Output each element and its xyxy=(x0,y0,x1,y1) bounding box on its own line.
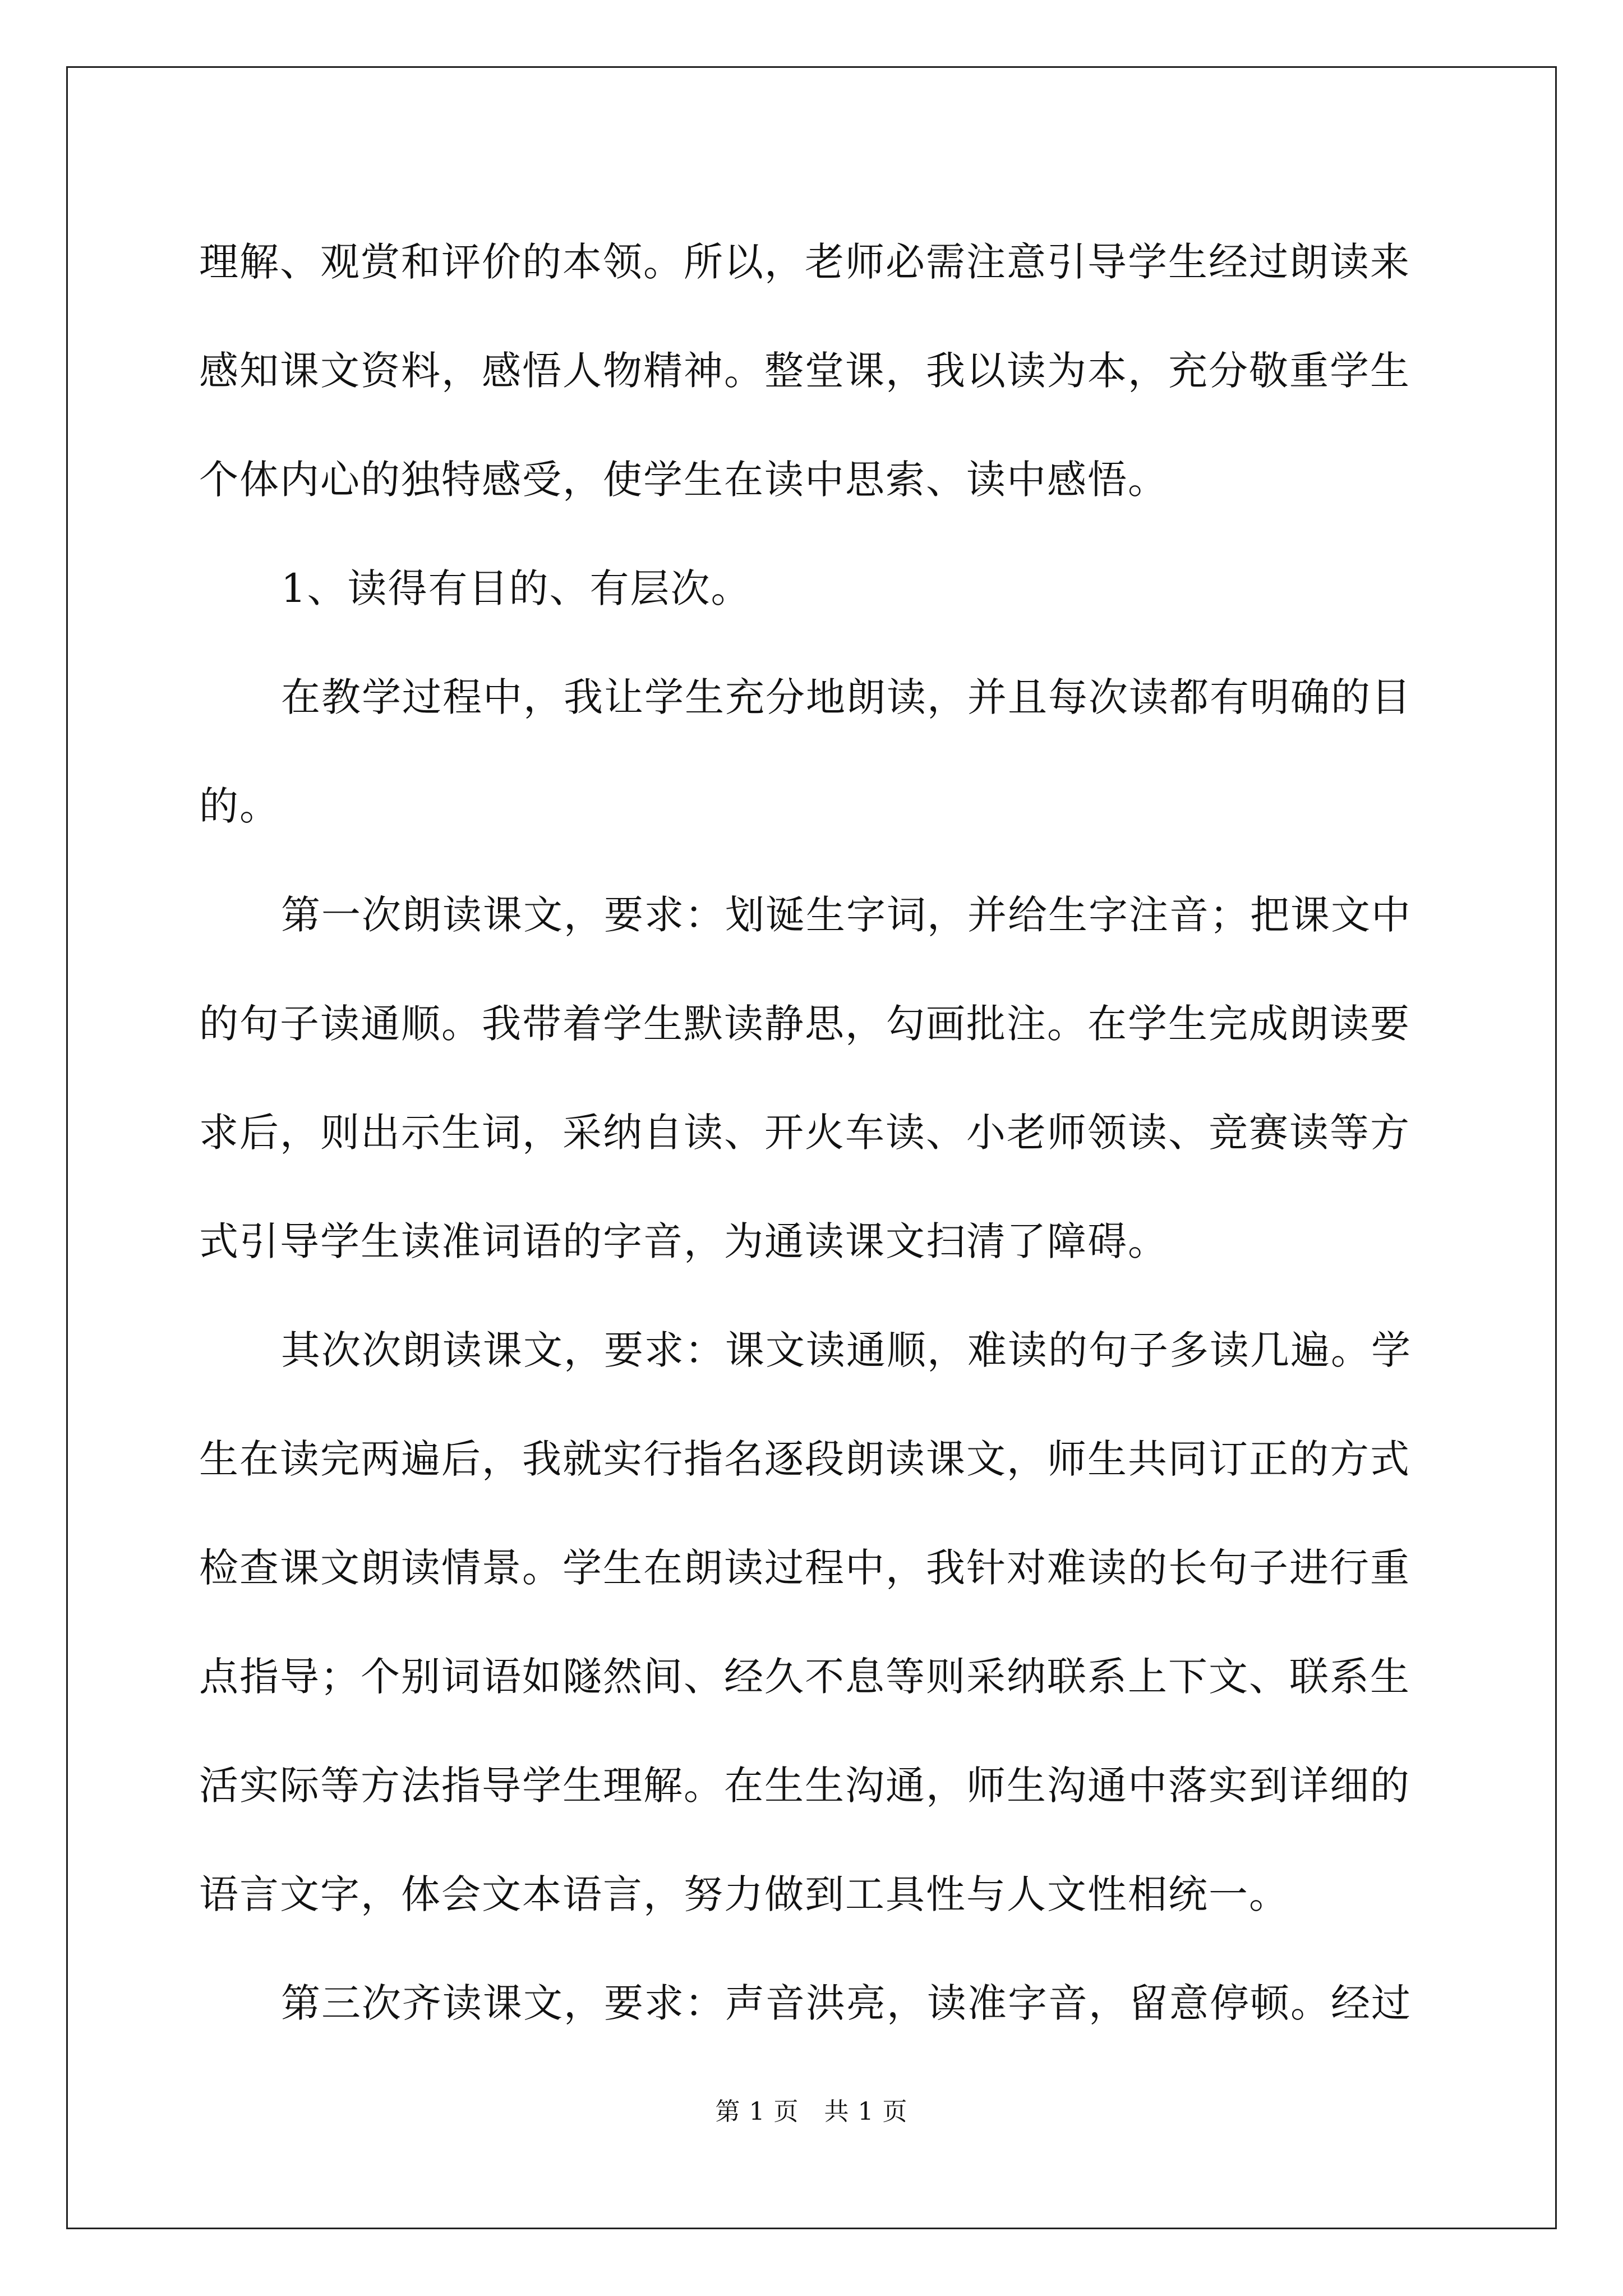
text-line: 活实际等方法指导学生理解。在生生沟通，师生沟通中落实到详细的 xyxy=(199,1763,1410,1809)
text-line: 理解、观赏和评价的本领。所以，老师必需注意引导学生经过朗读来 xyxy=(199,239,1410,285)
text-line: 生在读完两遍后，我就实行指名逐段朗读课文，师生共同订正的方式 xyxy=(199,1436,1410,1482)
text-line: 在教学过程中，我让学生充分地朗读，并且每次读都有明确的目 xyxy=(281,674,1412,720)
text-line: 求后，则出示生词，采纳自读、开火车读、小老师领读、竞赛读等方 xyxy=(199,1110,1410,1156)
text-line: 个体内心的独特感受，使学生在读中思索、读中感悟。 xyxy=(199,457,1168,503)
text-line: 语言文字，体会文本语言，努力做到工具性与人文性相统一。 xyxy=(199,1871,1289,1917)
document-body xyxy=(199,208,1427,2058)
page-number-footer: 第 1 页 共 1 页 xyxy=(715,2097,908,2126)
text-line: 感知课文资料，感悟人物精神。整堂课，我以读为本，充分敬重学生 xyxy=(199,348,1410,394)
text-line: 式引导学生读准词语的字音，为通读课文扫清了障碍。 xyxy=(199,1218,1168,1264)
text-line: 点指导；个别词语如隧然间、经久不息等则采纳联系上下文、联系生 xyxy=(199,1654,1410,1700)
text-line: 其次次朗读课文，要求：课文读通顺，难读的句子多读几遍。学 xyxy=(281,1327,1412,1373)
text-line: 的句子读通顺。我带着学生默读静思，勾画批注。在学生完成朗读要 xyxy=(199,1001,1410,1047)
text-line: 的。 xyxy=(199,783,280,829)
text-line: 第一次朗读课文，要求：划诞生字词，并给生字注音；把课文中 xyxy=(281,892,1412,938)
text-line: 第三次齐读课文，要求：声音洪亮，读准字音，留意停顿。经过 xyxy=(281,1980,1412,2026)
text-line: 检查课文朗读情景。学生在朗读过程中，我针对难读的长句子进行重 xyxy=(199,1545,1410,1591)
text-line: 1、读得有目的、有层次。 xyxy=(281,565,751,611)
